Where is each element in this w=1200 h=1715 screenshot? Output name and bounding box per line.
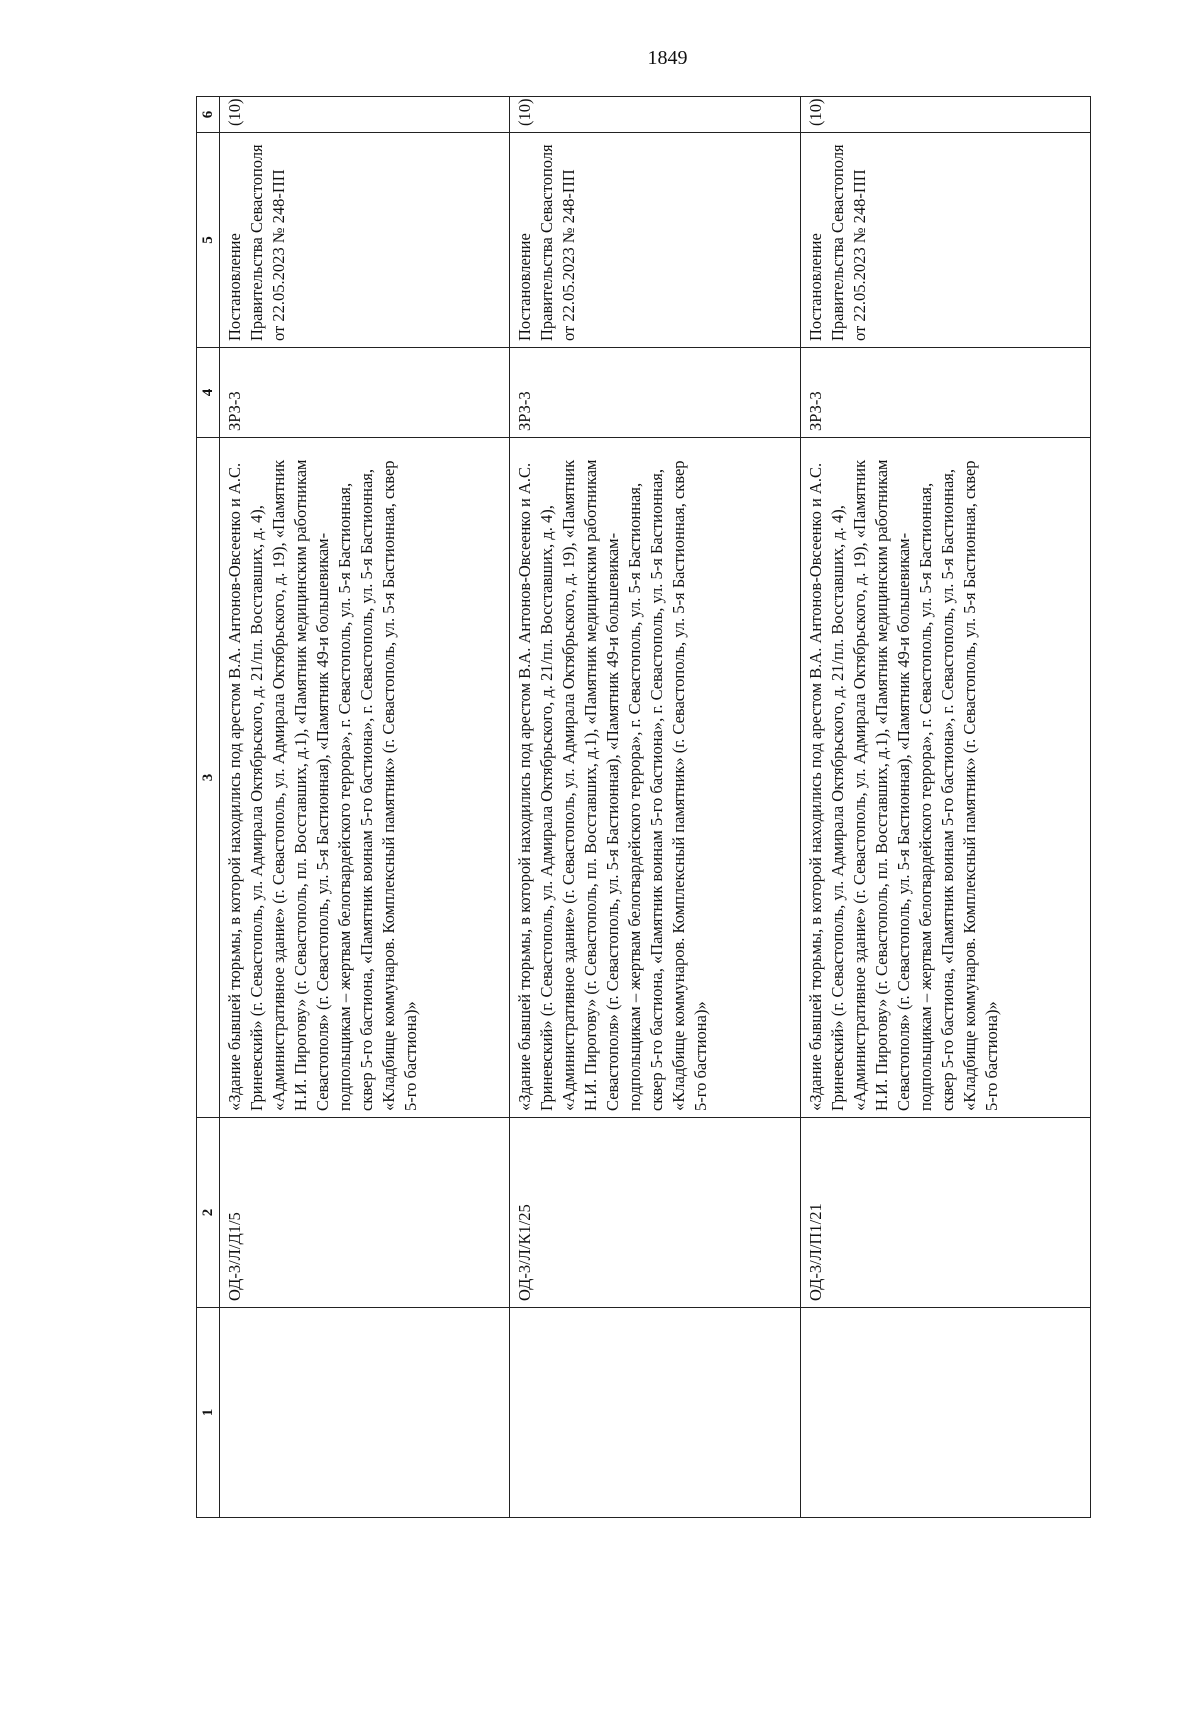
- header-col-6: 6: [197, 97, 220, 133]
- zone-type-cell: ЗРЗ-3: [510, 348, 800, 438]
- page-number: 1849: [647, 47, 688, 69]
- header-col-1: 1: [197, 1308, 220, 1518]
- object-code-cell: ОД-3/Л/К1/25: [510, 1118, 800, 1308]
- row-col1-cell: [510, 1308, 800, 1518]
- legal-document-cell: Постановление Правительства Севастополя от 22.05.2023 № 248-ПП: [800, 133, 1090, 348]
- row-col1-cell: [800, 1308, 1090, 1518]
- row-col1-cell: [220, 1308, 510, 1518]
- registry-table: [196, 96, 1091, 1518]
- rotated-table-container: [196, 96, 1091, 1518]
- legal-document-cell: Постановление Правительства Севастополя от 22.05.2023 № 248-ПП: [510, 133, 800, 348]
- table-row: [220, 97, 510, 1518]
- table-header-row: [197, 97, 220, 1518]
- object-code-cell: ОД-3/Л/Д1/5: [220, 1118, 510, 1308]
- table-row: [800, 97, 1090, 1518]
- object-description-cell: «Здание бывшей тюрьмы, в которой находились под арестом В.А. Антонов-Овсеенко и А.С. Гриневский» (г. Севастополь, ул. Адмирала Октябрьского, д. 21/пл. Восставших, д. 4), «Административное здание» (г. Севастополь, ул. Адмирала Октябрьского, д. 19), «Памятник Н.И. Пирогову» (г. Севастополь, пл. Восставших, д.1), «Памятник медицинским работникам Севастополя» (г. Севастополь, ул. 5-я Бастионная), «Памятник 49-и большевикам-подпольщикам – жертвам белогвардейского террора», г. Севастополь, ул. 5-я Бастионная, сквер 5-го бастиона, «Памятник воинам 5-го бастиона», г. Севастополь, ул. 5-я Бастионная, «Кладбище коммунаров. Комплексный памятник» (г. Севастополь, ул. 5-я Бастионная, сквер 5-го бастиона)»: [800, 438, 1090, 1118]
- header-col-2: 2: [197, 1118, 220, 1308]
- object-description-cell: «Здание бывшей тюрьмы, в которой находились под арестом В.А. Антонов-Овсеенко и А.С. Гриневский» (г. Севастополь, ул. Адмирала Октябрьского, д. 21/пл. Восставших, д. 4), «Административное здание» (г. Севастополь, ул. Адмирала Октябрьского, д. 19), «Памятник Н.И. Пирогову» (г. Севастополь, пл. Восставших, д.1), «Памятник медицинским работникам Севастополя» (г. Севастополь, ул. 5-я Бастионная), «Памятник 49-и большевикам-подпольщикам – жертвам белогвардейского террора», г. Севастополь, ул. 5-я Бастионная, сквер 5-го бастиона, «Памятник воинам 5-го бастиона», г. Севастополь, ул. 5-я Бастионная, «Кладбище коммунаров. Комплексный памятник» (г. Севастополь, ул. 5-я Бастионная, сквер 5-го бастиона)»: [510, 438, 800, 1118]
- note-cell: (10): [800, 97, 1090, 133]
- zone-type-cell: ЗРЗ-3: [220, 348, 510, 438]
- object-code-cell: ОД-3/Л/П1/21: [800, 1118, 1090, 1308]
- legal-document-cell: Постановление Правительства Севастополя от 22.05.2023 № 248-ПП: [220, 133, 510, 348]
- table-row: [510, 97, 800, 1518]
- header-col-5: 5: [197, 133, 220, 348]
- header-col-3: 3: [197, 438, 220, 1118]
- zone-type-cell: ЗРЗ-3: [800, 348, 1090, 438]
- note-cell: (10): [510, 97, 800, 133]
- object-description-cell: «Здание бывшей тюрьмы, в которой находились под арестом В.А. Антонов-Овсеенко и А.С. Гриневский» (г. Севастополь, ул. Адмирала Октябрьского, д. 21/пл. Восставших, д. 4), «Административное здание» (г. Севастополь, ул. Адмирала Октябрьского, д. 19), «Памятник Н.И. Пирогову» (г. Севастополь, пл. Восставших, д.1), «Памятник медицинским работникам Севастополя» (г. Севастополь, ул. 5-я Бастионная), «Памятник 49-и большевикам-подпольщикам – жертвам белогвардейского террора», г. Севастополь, ул. 5-я Бастионная, сквер 5-го бастиона, «Памятник воинам 5-го бастиона», г. Севастополь, ул. 5-я Бастионная, «Кладбище коммунаров. Комплексный памятник» (г. Севастополь, ул. 5-я Бастионная, сквер 5-го бастиона)»: [220, 438, 510, 1118]
- header-col-4: 4: [197, 348, 220, 438]
- note-cell: (10): [220, 97, 510, 133]
